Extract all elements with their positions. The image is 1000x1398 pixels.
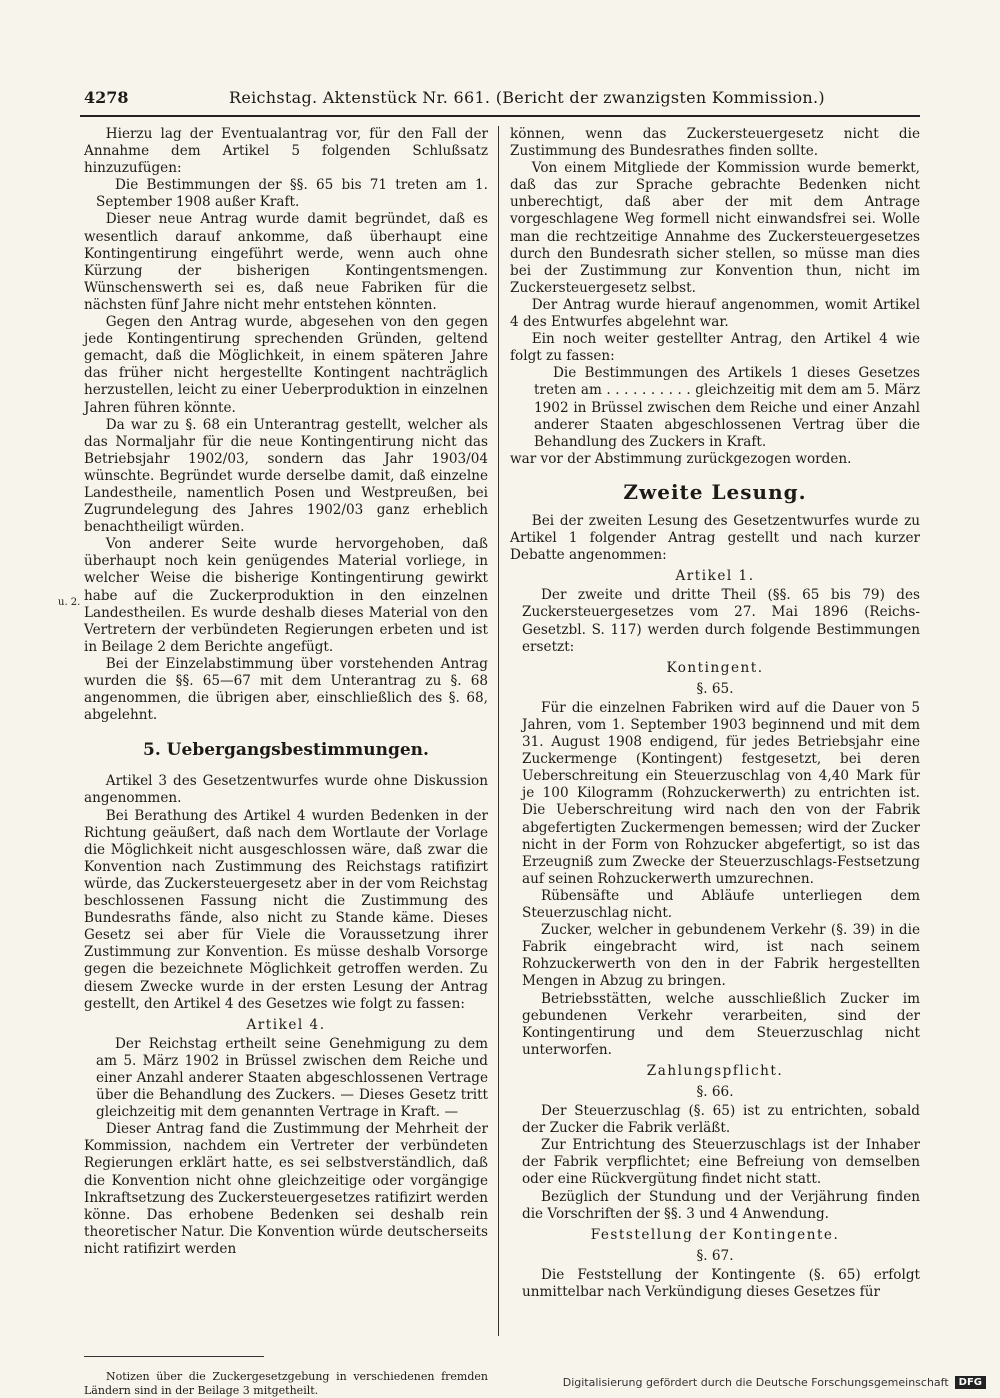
column-divider [498,126,499,1336]
digitization-credit [563,1376,986,1389]
paragraph: war vor der Abstimmung zurückgezogen worden. [510,450,852,467]
paragraph: Artikel 3 des Gesetzentwurfes wurde ohne Diskussion angenommen. [84,773,488,807]
paragraph: Dieser Antrag fand die Zustimmung der Mehrheit der Kommission, nachdem ein Vertreter der verbündeten Regierungen erklärt hatte, es sei selbstverständlich, daß die Konvention nicht ohne gleichzeitige oder vorgängige Inkraftsetzung des Zuckersteuergesetzes ratifizirt werden könne. Das erhobene Bedenken sei deshalb rein theoretischer Natur. Die Konvention würde deutscherseits nicht ratifizirt werden [84,1121,488,1257]
credit-text: Digitalisierung gefördert durch die Deutsche Forschungsgemeinschaft [562,1376,949,1389]
section-65-text: Für die einzelnen Fabriken wird auf die Dauer von 5 Jahren, vom 1. September 1903 beginnend und mit dem 31. August 1908 endigend, für jedes Betriebsjahr eine Zuckermenge (Kontingent) festgesetzt, bei deren Ueberschreitung ein Steuerzuschlag von 4,40 Mark für je 100 Kilogramm (Rohzuckerwerth) zu entrichten ist. Die Ueberschreitung wird nach den von der Fabrik abgefertigten Zuckermengen bemessen; wird der Zucker nicht in der Form von Rohzucker abgefertigt, so ist das Erzeugniß zum Zwecke der Steuerzuschlags-Festsetzung auf seinen Rohzuckerwerth umzurechnen. [522,699,920,887]
right-column [510,126,920,1301]
page-number: 4278 [84,88,129,107]
paragraph: Bei Berathung des Artikel 4 wurden Bedenken in der Richtung geäußert, daß nach dem Wortlaute der Vorlage die Möglichkeit nicht ausgeschlossen wäre, daß zwar die Konvention nach Zustimmung des Reichstags ratifizirt würde, das Zuckersteuergesetz aber in der vom Reichstag beschlossenen Fassung nicht die Zustimmung des Bundesraths fände, also nicht zu Stande käme. Dieses Gesetz sei aber für Viele die Voraussetzung ihrer Zustimmung zur Konvention. Es müsse deshalb Vorsorge gegen die bezeichnete Möglichkeit getroffen werden. Zu diesem Zwecke wurde in der ersten Lesung der Antrag gestellt, den Artikel 4 des Gesetzes wie folgt zu fassen: [84,807,488,1012]
paragraph: Dieser neue Antrag wurde damit begründet, daß es wesentlich darauf ankomme, daß überhaupt eine Kontingentirung eingeführt werde, wenn auch ohne Kürzung der bisherigen Kontingentsmengen. Wünschenswerth sei es, daß neue Fabriken für die nächsten fünf Jahre nicht mehr entstehen könnten. [84,211,488,313]
section-66-text: Zur Entrichtung des Steuerzuschlags ist der Inhaber der Fabrik verpflichtet; eine Befreiung von demselben oder eine Rückvergütung findet nicht statt. [522,1137,920,1188]
margin-note: u. 2. [58,597,81,608]
article-4-heading: Artikel 4. [246,1016,326,1033]
paragraph: können, wenn das Zuckersteuergesetz nicht die Zustimmung des Bundesrathes finden sollte. [510,126,920,160]
section-65-heading: §. 65. [696,680,734,697]
article-4-text: Der Reichstag ertheilt seine Genehmigung zu dem am 5. März 1902 in Brüssel zwischen dem Reiche und einer Anzahl anderer Staaten abgeschlossenen Vertrage über die Behandlung des Zuckers. — Dieses Gesetz tritt gleichzeitig mit dem genannten Vertrage in Kraft. — [96,1035,488,1121]
subheading-zahlungspflicht: Zahlungspflicht. [646,1062,784,1079]
paragraph: Bei der zweiten Lesung des Gesetzentwurfes wurde zu Artikel 1 folgender Antrag gestellt und nach kurzer Debatte angenommen: [510,512,920,564]
dfg-logo: DFG [955,1376,986,1389]
section-66-text: Der Steuerzuschlag (§. 65) ist zu entrichten, sobald der Zucker die Fabrik verläßt. [522,1103,920,1137]
second-reading-heading: Zweite Lesung. [623,479,807,504]
left-column [84,126,488,1258]
quoted-provision: Die Bestimmungen der §§. 65 bis 71 treten am 1. September 1908 außer Kraft. [96,177,488,211]
article-1-text: Der zweite und dritte Theil (§§. 65 bis 79) des Zuckersteuergesetzes vom 27. Mai 1896 (Reichs-Gesetzbl. S. 117) werden durch folgende Bestimmungen ersetzt: [522,587,920,655]
paragraph: Von einem Mitgliede der Kommission wurde bemerkt, daß das zur Sprache gebrachte Bedenken nicht unberechtigt, daß aber der mit dem Antrage vorgeschlagene Weg formell nicht einwandsfrei sei. Wolle man die rechtzeitige Annahme des Zuckersteuergesetzes durch den Bundesrath sicher stellen, so müsse man dies bei der Zustimmung zur Konvention thun, nicht im Zuckersteuergesetz selbst. [510,160,920,296]
running-header [84,86,919,112]
paragraph: Ein noch weiter gestellter Antrag, den Artikel 4 wie folgt zu fassen: [510,331,920,365]
footnote-rule [84,1356,264,1357]
paragraph: Bei der Einzelabstimmung über vorstehenden Antrag wurden die §§. 65—67 mit dem Unterantrag zu §. 68 angenommen, die übrigen aber, einschließlich des §. 68, abgelehnt. [84,655,488,724]
paragraph: Der Antrag wurde hierauf angenommen, womit Artikel 4 des Entwurfes abgelehnt war. [510,296,920,331]
section-65-text: Rübensäfte und Abläufe unterliegen dem Steuerzuschlag nicht. [522,887,920,922]
footnote: Notizen über die Zuckergesetzgebung in verschiedenen fremden Ländern sind in der Beilage 3 mitgetheilt. [84,1370,488,1397]
header-rule [80,115,920,117]
subheading-kontingent: Kontingent. [666,659,764,676]
subheading-feststellung: Feststellung der Kontingente. [590,1226,840,1243]
section-67-text: Die Feststellung der Kontingente (§. 65) erfolgt unmittelbar nach Verkündigung dieses Gesetzes für [522,1266,920,1300]
section-65-text: Betriebsstätten, welche ausschließlich Zucker im gebundenen Verkehr verarbeiten, sind der Kontingentirung und dem Steuerzuschlag nicht unterworfen. [522,990,920,1058]
paragraph: Von anderer Seite wurde hervorgehoben, daß überhaupt noch kein genügendes Material vorliege, in welcher Weise die bisherige Kontingentirung gewirkt habe auf die Zuckerproduktion in den einzelnen Landestheilen. Es wurde deshalb dieses Material von den Vertretern der verbündeten Regierungen erbeten und ist in Beilage 2 dem Berichte angefügt. [84,536,488,655]
article-1-heading: Artikel 1. [675,568,755,585]
section-heading: 5. Uebergangsbestimmungen. [143,740,429,761]
section-66-text: Bezüglich der Stundung und der Verjährung finden die Vorschriften der §§. 3 und 4 Anwendung. [522,1188,920,1222]
section-67-heading: §. 67. [696,1247,734,1264]
running-head-title: Reichstag. Aktenstück Nr. 661. (Bericht der zwanzigsten Kommission.) [229,88,825,107]
paragraph: Da war zu §. 68 ein Unterantrag gestellt, welcher als das Normaljahr für die neue Kontingentirung nicht das Betriebsjahr 1902/03, sondern das Jahr 1903/04 wünschte. Begründet wurde derselbe damit, daß einzelne Landestheile, namentlich Posen und Westpreußen, bei Zugrundelegung des Jahres 1902/03 ganz erheblich benachtheiligt würden. [84,416,488,536]
section-66-heading: §. 66. [696,1083,734,1100]
paragraph: Hierzu lag der Eventualantrag vor, für den Fall der Annahme dem Artikel 5 folgenden Schlußsatz hinzuzufügen: [84,126,488,177]
paragraph: Gegen den Antrag wurde, abgesehen von den gegen jede Kontingentirung sprechenden Gründen, geltend gemacht, daß die Möglichkeit, in einem späteren Jahre das früher nicht hergestellte Kontingent nachträglich herzustellen, leicht zu einer Ueberproduktion in einzelnen Jahren führen könnte. [84,314,488,416]
section-65-text: Zucker, welcher in gebundenem Verkehr (§. 39) in die Fabrik eingebracht wird, ist nach seinem Rohzuckerwerth von den in der Fabrik hergestellten Mengen in Abzug zu bringen. [522,922,920,990]
quoted-provision: Die Bestimmungen des Artikels 1 dieses Gesetzes treten am . . . . . . . . . . gleichzeitig mit dem am 5. März 1902 in Brüssel zwischen dem Reiche und einer Anzahl anderer Staaten abgeschlossenen Vertrag über die Behandlung des Zuckers in Kraft. [534,365,920,450]
